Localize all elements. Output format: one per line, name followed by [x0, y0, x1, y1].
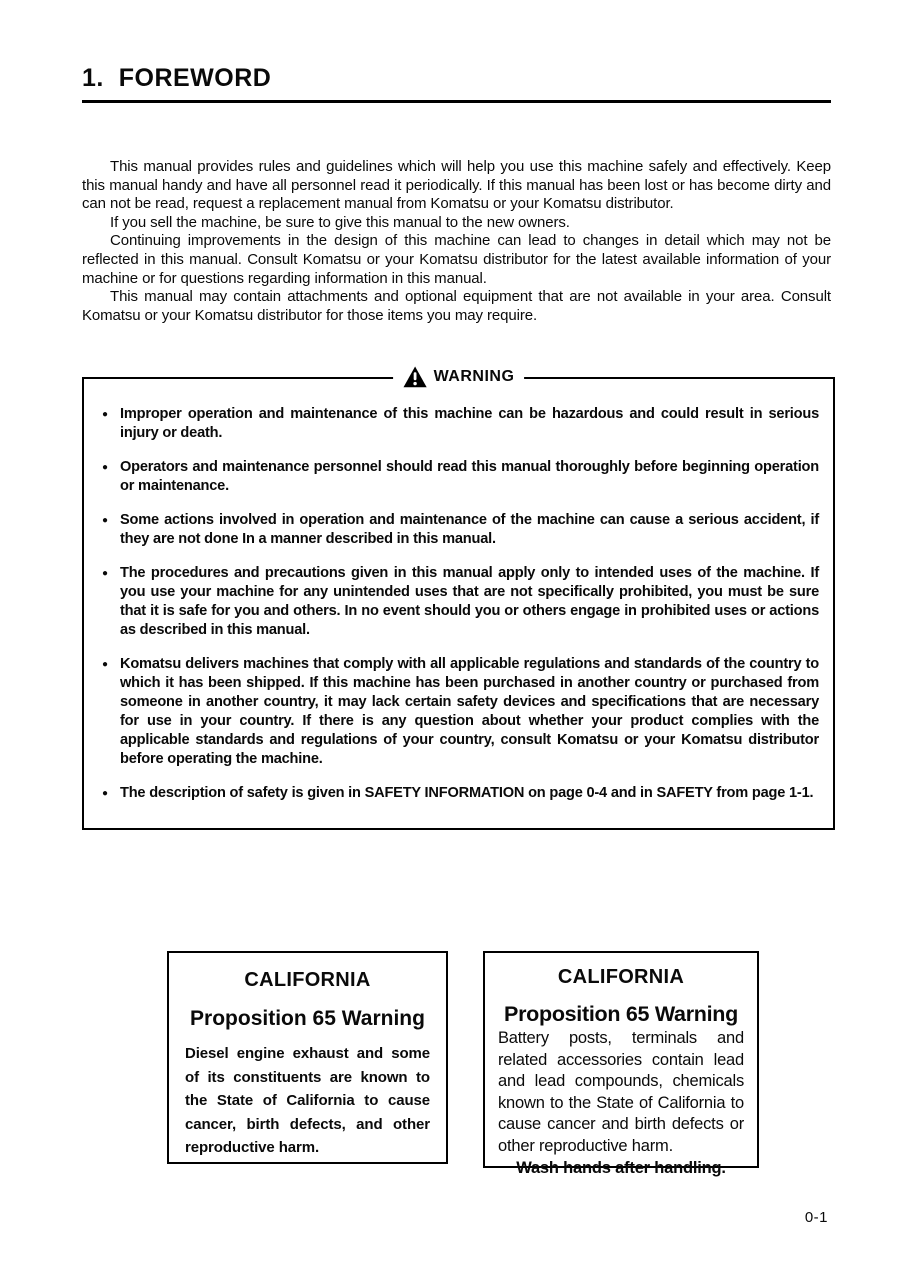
bullet-icon: ● — [102, 515, 109, 526]
warning-label: WARNING — [433, 368, 515, 385]
warning-item-text-3: Some actions involved in operation and maintenance of the machine can cause a serious accident, if they are not done In a manner described in this manual. — [120, 512, 819, 547]
warning-item-text-2: Operators and maintenance personnel should read this manual thoroughly before beginning operation or maintenance. — [120, 459, 819, 494]
warning-item-text-4: The procedures and precautions given in this manual apply only to intended uses of the machine. If you use your machine for any unintended uses that are not specifically prohibited, you must be sure that it is safe for you and others. In no event should you or others engage in prohibited uses or actions as described in this manual. — [120, 565, 819, 638]
warning-item — [98, 655, 819, 769]
prop65-battery-subheading: Proposition 65 Warning — [504, 1002, 738, 1026]
warning-triangle-icon — [403, 366, 427, 388]
warning-item-text-5: Komatsu delivers machines that comply with all applicable regulations and standards of the country to which it has been shipped. If this machine has been purchased in another country or purchased from someone in another country, it may lack certain safety devices and specifications that are necessary for use in your country. If there is any question about whether your product complies with the applicable standards and regulations of your country, consult Komatsu or your Komatsu distributor before operating the machine. — [120, 656, 819, 767]
warning-item — [98, 405, 819, 443]
page-number: 0-1 — [804, 1209, 828, 1226]
warning-item — [98, 564, 819, 640]
bullet-icon: ● — [102, 462, 109, 473]
prop65-battery-warning-box — [483, 951, 759, 1177]
bullet-icon: ● — [102, 568, 109, 579]
page-title: 1. FOREWORD — [82, 64, 272, 92]
prop65-battery-body: Battery posts, terminals and related accessories contain lead and lead compounds, chemicals known to the State of California to cause cancer and birth defects or other reproductive harm. — [498, 1029, 744, 1155]
prop65-battery-footer: Wash hands after handling. — [516, 1158, 726, 1177]
intro-paragraph-4: This manual may contain attachments and optional equipment that are not available in your area. Consult Komatsu or your Komatsu distributor for those items you may require. — [82, 288, 831, 324]
warning-item-text-1: Improper operation and maintenance of this machine can be hazardous and could result in serious injury or death. — [120, 406, 819, 441]
warning-item — [98, 458, 819, 496]
prop65-battery-heading: CALIFORNIA — [557, 966, 685, 988]
intro-paragraph-2: If you sell the machine, be sure to give this manual to the new owners. — [110, 213, 570, 231]
bullet-icon: ● — [102, 409, 109, 420]
title-block — [82, 64, 831, 103]
prop65-diesel-body: Diesel engine exhaust and some of its constituents are known to the State of California to cause cancer, birth defects, and other reproductive harm. — [185, 1045, 430, 1156]
intro-section — [82, 158, 831, 325]
intro-paragraph-3: Continuing improvements in the design of this machine can lead to changes in detail which may not be reflected in this manual. Consult Komatsu or your Komatsu distributor for the latest available information of your machine or for questions regarding information in this manual. — [82, 232, 831, 287]
warning-box — [82, 368, 835, 830]
warning-legend — [393, 366, 525, 388]
prop65-diesel-subheading: Proposition 65 Warning — [190, 1007, 425, 1030]
warning-item — [98, 784, 819, 803]
prop65-diesel-heading: CALIFORNIA — [244, 969, 371, 991]
intro-paragraph-1: This manual provides rules and guidelines which will help you use this machine safely and effectively. Keep this manual handy and have all personnel read it periodically. If this manual has been lost or has become dirty and can not be read, request a replacement manual from Komatsu or your Komatsu distributor. — [82, 158, 831, 213]
bullet-icon: ● — [102, 788, 109, 799]
warning-item — [98, 511, 819, 549]
prop65-diesel-warning-box — [167, 951, 448, 1164]
bullet-icon: ● — [102, 659, 109, 670]
warning-item-text-6: The description of safety is given in SAFETY INFORMATION on page 0-4 and in SAFETY from page 1-1. — [120, 785, 814, 801]
